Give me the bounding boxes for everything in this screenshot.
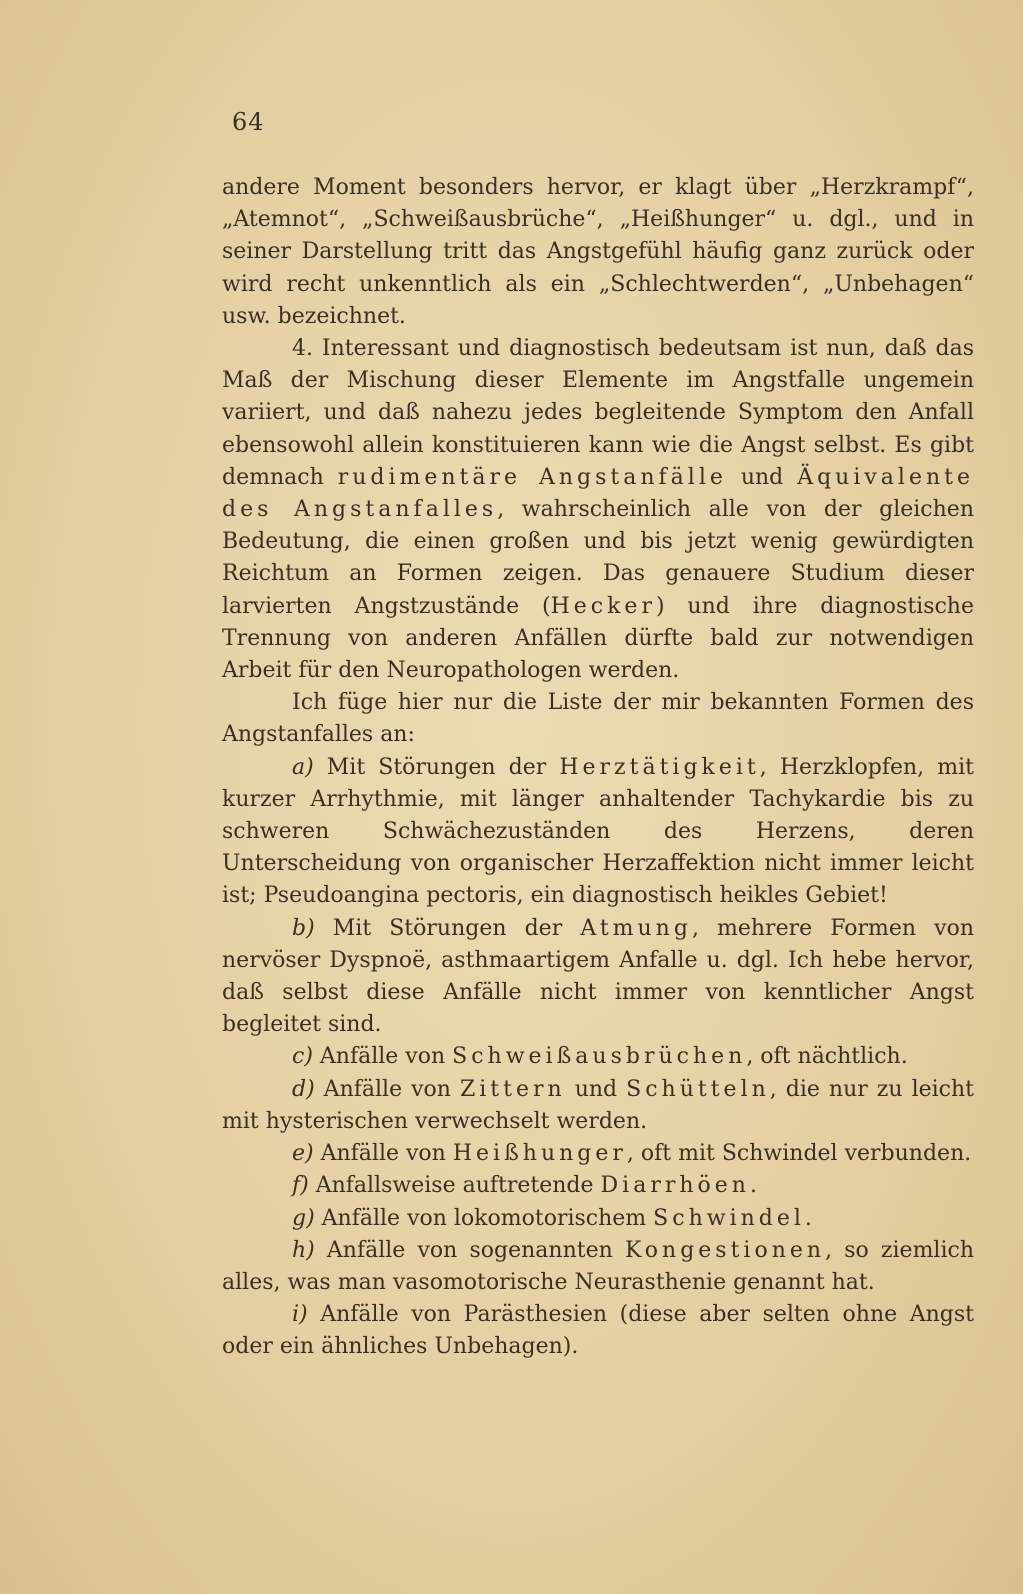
emphasis-shaking: Schütteln <box>626 1076 770 1102</box>
list-item-h <box>222 1235 974 1299</box>
paragraph-3: Ich füge hier nur die Liste der mir bekannten Formen des Angstanfalles an: <box>222 690 974 748</box>
list-text-c-post: , oft nächtlich. <box>746 1044 908 1070</box>
list-text-h-pre: Anfälle von sogenannten <box>314 1237 625 1263</box>
list-item-c <box>222 1041 974 1073</box>
list-label-e: e) <box>292 1141 314 1167</box>
list-text-d-pre: Anfälle von <box>314 1076 460 1102</box>
list-item-f <box>222 1170 974 1202</box>
paragraph-2 <box>222 333 974 687</box>
page-number: 64 <box>232 108 265 136</box>
paragraph-2-text-b: und <box>726 464 798 490</box>
list-text-h-post: , so ziemlich alles, was man vasomotorische Neurasthenie genannt hat. <box>222 1237 974 1295</box>
emphasis-congestions: Kongestionen <box>624 1237 826 1263</box>
paragraph-1: andere Moment besonders hervor, er klagt über „Herzkrampf“, „Atemnot“, „Schweißausbrüche“, „Heißhunger“ u. dgl., und in seiner Darstellung tritt das Angstgefühl häufig ganz zurück oder wird recht unkenntlich als ein „Schlechtwerden“, „Unbehagen“ usw. bezeichnet. <box>222 175 974 329</box>
list-label-f: f) <box>292 1173 309 1199</box>
list-text-d-mid: und <box>565 1076 627 1102</box>
list-label-b: b) <box>292 915 315 941</box>
list-label-d: d) <box>292 1076 315 1102</box>
paragraph-2-text-c: , wahrscheinlich alle von der gleichen Bedeutung, die einen großen und bis jetzt wenig gewürdigten Reichtum an Formen zeigen. Das genauere Studium dieser larvierten Angstzustände ( <box>222 497 974 619</box>
list-text-e-pre: Anfälle von <box>313 1141 453 1167</box>
list-text-c-pre: Anfälle von <box>312 1044 453 1070</box>
list-text-f-pre: Anfallsweise auftretende <box>308 1173 601 1199</box>
list-text-b-pre: Mit Störungen der <box>314 915 581 941</box>
list-label-h: h) <box>292 1237 315 1263</box>
list-label-c: c) <box>292 1044 313 1070</box>
list-label-g: g) <box>292 1205 315 1231</box>
list-text-f-post: . <box>749 1173 757 1199</box>
emphasis-sweating: Schweißausbrüchen <box>452 1044 747 1070</box>
list-item-i <box>222 1299 974 1363</box>
list-text-g-pre: Anfälle von lokomotorischem <box>314 1205 654 1231</box>
list-text-a-pre: Mit Störungen der <box>313 754 560 780</box>
emphasis-ravenous-hunger: Heißhunger <box>452 1141 627 1167</box>
paragraph-2-text-a: 4. Interessant und diagnostisch bedeutsam ist nun, daß das Maß der Mischung dieser Elemente im Angstfalle ungemein variiert, und daß nahezu jedes begleitende Symptom den Anfall ebensowohl allein konstituieren kann wie die Angst selbst. Es gibt demnach <box>222 336 974 490</box>
list-item-e <box>222 1138 974 1170</box>
emphasis-breathing: Atmung <box>580 915 692 941</box>
emphasis-heart-activity: Herztätigkeit <box>559 754 760 780</box>
emphasis-equivalents: Äquivalente des Angstanfalles <box>222 464 975 523</box>
list-label-a: a) <box>292 754 314 780</box>
emphasis-rudimentary-attacks: rudimentäre Angstanfälle <box>337 464 727 490</box>
list-text-i-pre: Anfälle von Parästhesien (diese aber selten ohne Angst oder ein ähnliches Unbehagen). <box>222 1302 974 1360</box>
body-text <box>222 172 974 1364</box>
list-text-a-post: , Herzklopfen, mit kurzer Arrhythmie, mit länger anhaltender Tachykardie bis zu schweren Schwächezuständen des Herzens, deren Unterscheidung von organischer Herzaffektion nicht immer leicht ist; Pseudoangina pectoris, ein diagnostisch heikles Gebiet! <box>222 754 974 909</box>
list-item-g <box>222 1203 974 1235</box>
list-item-a <box>222 752 974 913</box>
list-text-b-post: , mehrere Formen von nervöser Dyspnoë, asthmaartigem Anfalle u. dgl. Ich hebe hervor, daß selbst diese Anfälle nicht immer von kenntlicher Angst begleitet sind. <box>222 915 975 1038</box>
list-item-d <box>222 1074 974 1138</box>
list-text-e-post: , oft mit Schwindel verbunden. <box>626 1141 972 1167</box>
emphasis-diarrhea: Diarrhöen <box>600 1173 750 1199</box>
emphasis-hecker: Hecker <box>550 593 656 619</box>
emphasis-trembling: Zittern <box>459 1076 566 1102</box>
list-text-d-post: , die nur zu leicht mit hysterischen verwechselt werden. <box>222 1076 974 1134</box>
paragraph-2-text-d: ) und ihre diagnostische Trennung von anderen Anfällen dürfte bald zur notwendigen Arbeit für den Neuropathologen werden. <box>222 593 974 684</box>
list-text-g-post: . <box>804 1205 812 1231</box>
list-item-b <box>222 913 974 1042</box>
emphasis-vertigo: Schwindel <box>653 1205 805 1231</box>
list-label-i: i) <box>292 1302 308 1328</box>
